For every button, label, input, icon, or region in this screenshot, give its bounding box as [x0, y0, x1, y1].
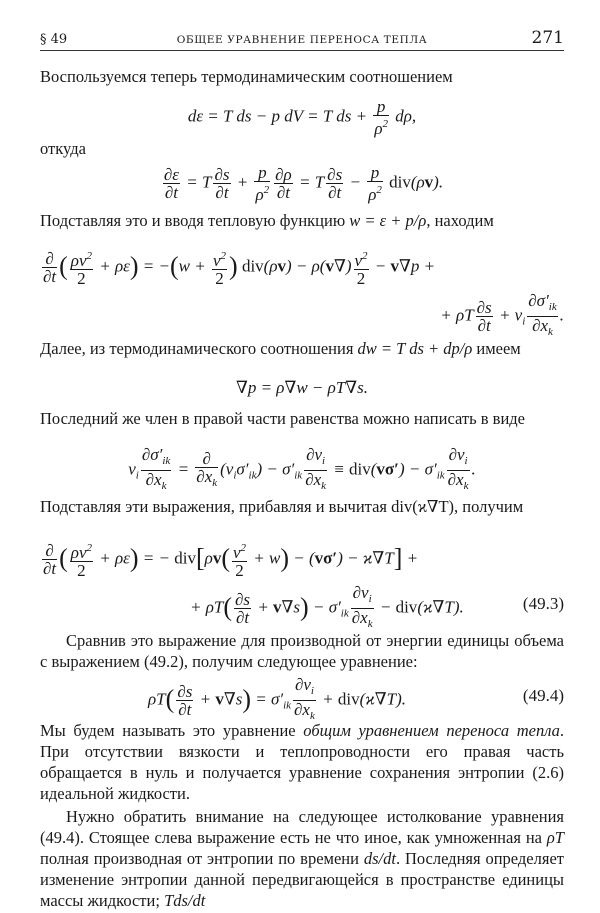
paragraph-8: Мы будем называть это уравнение общим уравнением переноса тепла. При отсутствии вязкости и теплопроводности его правая часть обращается в нуль и получается уравнение сохранения энтропии (2.6) идеальной жидкости.	[40, 721, 564, 803]
inline-math: dw = T ds + dp/ρ	[357, 339, 473, 358]
equation-49-4: ρT( $\frac{\partial s}{\partial t}$ + $v\nabla s) = \sigma'_{ik}$ $\frac{\partial v_i}{\partial x_k}$ + div(ϰ∇T). (49.4)	[148, 675, 564, 722]
equation-thermo-relation: dε = T ds − p dV = T ds + $\frac{p}{\rho^2}$ dρ,	[187, 97, 417, 138]
paragraph-9: Нужно обратить внимание на следующее истолкование уравнения (49.4). Стоящее слева выражение есть не что иное, как умноженная на ρT полная производная от энтропии по времени ds/dt. Последняя определяет изменение энтропии данной передвигающейся в пространстве единицы массы жидкости; Tds/dt	[40, 807, 564, 910]
equation-number-49-3: (49.3)	[522, 594, 564, 613]
inline-math: div(ϰ∇T)	[391, 497, 455, 516]
paragraph-5: Последний же член в правой части равенства можно написать в виде	[40, 409, 526, 428]
equation-number-49-4: (49.4)	[522, 686, 564, 705]
section-number: § 49	[40, 32, 68, 47]
paragraph-4: Далее, из термодинамического соотношения dw = T ds + dp/ρ имеем	[40, 339, 521, 358]
equation-49-3-line-2: + ρT( $\frac{\partial s}{\partial t}$ + $v\nabla s) - \sigma'_{ik}$ $\frac{\partial v_i}{\partial x_k}$ − div(ϰ∇T). (49.3)	[190, 583, 564, 630]
paragraph-6: Подставляя эти выражения, прибавляя и вычитая div(ϰ∇T), получим	[40, 497, 524, 516]
equation-grad-p: ∇p = ρ∇w − ρT∇s.	[235, 378, 369, 397]
inline-math: w = ε + p/ρ	[349, 211, 427, 230]
page-number: 271	[531, 28, 564, 48]
equation-49-3-line-1: $\frac{\partial}{\partial t}$ ( $\frac{\rho v^2}{2}$ + ρε) = − div[ρv( $\frac{v^2}{2}$ + w) − (vσ′) − ϰ∇T] +	[43, 541, 419, 580]
paragraph-7: Сравнив это выражение для производной от энергии единицы объема с выражением (49.2), получим следующее уравнение:	[40, 631, 564, 671]
paragraph-3: Подставляя это и вводя тепловую функцию w = ε + p/ρ, находим	[40, 211, 494, 230]
paragraph-2: откуда	[40, 139, 86, 158]
chapter-title: ОБЩЕЕ УРАВНЕНИЕ ПЕРЕНОСА ТЕПЛА	[176, 34, 428, 46]
equation-energy-derivative: $\frac{\partial\varepsilon}{\partial t}$ = T $\frac{\partial s}{\partial t}$ + $\frac{p}{\rho^2}$ $\frac{\partial\rho}{\partial t}$ = T $\frac{\partial s}{\partial t}$ − $\frac{p}{\rho^2}$ div(ρv).	[163, 163, 444, 204]
paragraph-1: Воспользуемся теперь термодинамическим соотношением	[40, 67, 453, 86]
equation-energy-line-2: + ρT $\frac{\partial s}{\partial t}$ + $v_i$ $\frac{\partial\sigma'_{ik}}{\partial x_k}$ .	[440, 291, 564, 338]
emphasis-term: общим уравнением переноса тепла	[303, 721, 560, 740]
equation-stress-term: $v_i$ $\frac{\partial\sigma'_{ik}}{\partial x_k}$ = $\frac{\partial}{\partial x_k}$ $(v_i\sigma'_{ik}) - \sigma'_{ik}$ $\frac{\partial v_i}{\partial x_k}$ ≡ $div(v\sigma') - \sigma'_{ik}$ $\frac{\partial v_i}{\partial x_k}$ .	[128, 445, 476, 492]
equation-energy-line-1: $\frac{\partial}{\partial t}$ ( $\frac{\rho v^2}{2}$ + ρε) = −(w + $\frac{v^2}{2}$ ) div(ρv) − ρ(v∇) $\frac{v^2}{2}$ − v∇p +	[43, 249, 436, 288]
running-header	[40, 28, 564, 51]
